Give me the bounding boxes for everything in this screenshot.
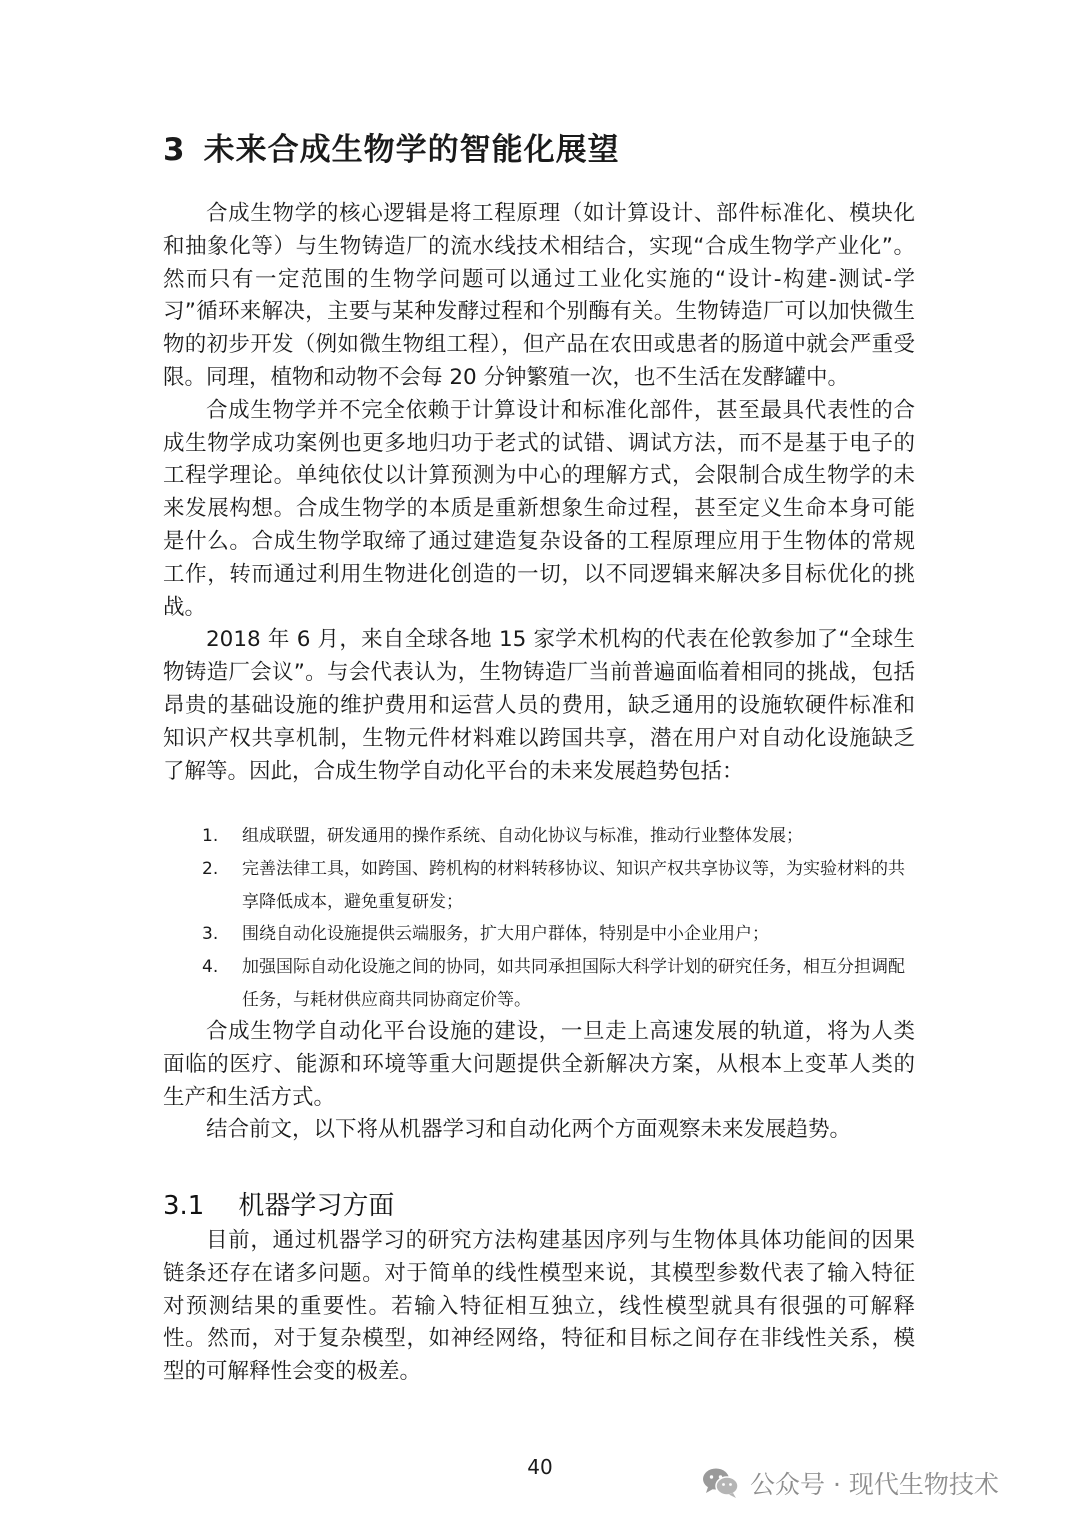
body-text-b [163, 1016, 915, 1147]
list-text: 加强国际自动化设施之间的协同，如共同承担国际大科学计划的研究任务，相互分担调配任务，与耗材供应商共同协商定价等。 [242, 957, 905, 1010]
paragraph: 2018 年 6 月，来自全球各地 15 家学术机构的代表在伦敦参加了“全球生物铸造厂会议”。与会代表认为，生物铸造厂当前普遍面临着相同的挑战，包括昂贵的基础设施的维护费用和运营人员的费用，缺乏通用的设施软硬件标准和知识产权共享机制，生物元件材料难以跨国共享，潜在用户对自动化设施缺乏了解等。因此，合成生物学自动化平台的未来发展趋势包括： [163, 627, 915, 784]
watermark-text: 公众号 · 现代生物技术 [750, 1470, 999, 1499]
list-number: 4. [202, 957, 219, 978]
subsection-heading [163, 1186, 394, 1226]
subsection-title: 机器学习方面 [238, 1191, 395, 1221]
paragraph: 合成生物学并不完全依赖于计算设计和标准化部件，甚至最具代表性的合成生物学成功案例也更多地归功于老式的试错、调试方法，而不是基于电子的工程学理论。单纯依仗以计算预测为中心的理解方式，会限制合成生物学的未来发展构想。合成生物学的本质是重新想象生命过程，甚至定义生命本身可能是什么。合成生物学取缔了通过建造复杂设备的工程原理应用于生物体的常规工作，转而通过利用生物进化创造的一切，以不同逻辑来解决多目标优化的挑战。 [163, 397, 915, 620]
list-text: 组成联盟，研发通用的操作系统、自动化协议与标准，推动行业整体发展； [242, 826, 803, 846]
page-number: 40 [527, 1455, 553, 1479]
paragraph: 合成生物学自动化平台设施的建设，一旦走上高速发展的轨道，将为人类面临的医疗、能源和环境等重大问题提供全新解决方案，从根本上变革人类的生产和生活方式。 [163, 1019, 915, 1110]
list-number: 2. [202, 858, 219, 879]
list-item [200, 820, 920, 853]
section-number: 3 [163, 132, 186, 168]
body-text-c [163, 1225, 915, 1389]
subsection-number: 3.1 [163, 1191, 205, 1221]
paragraph: 结合前文，以下将从机器学习和自动化两个方面观察未来发展趋势。 [206, 1117, 852, 1143]
section-heading [163, 128, 620, 172]
trend-list [200, 820, 920, 1017]
body-text-a [163, 198, 915, 788]
paragraph: 合成生物学的核心逻辑是将工程原理（如计算设计、部件标准化、模块化和抽象化等）与生物铸造厂的流水线技术相结合，实现“合成生物学产业化”。然而只有一定范围的生物学问题可以通过工业化实施的“设计-构建-测试-学习”循环来解决，主要与某种发酵过程和个别酶有关。生物铸造厂可以加快微生物的初步开发（例如微生物组工程），但产品在农田或患者的肠道中就会严重受限。同理，植物和动物不会每 20 分钟繁殖一次，也不生活在发酵罐中。 [163, 201, 915, 390]
list-item [200, 853, 920, 919]
section-title: 未来合成生物学的智能化展望 [203, 132, 620, 168]
paragraph: 目前，通过机器学习的研究方法构建基因序列与生物体具体功能间的因果链条还存在诸多问题。对于简单的线性模型来说，其模型参数代表了输入特征对预测结果的重要性。若输入特征相互独立，线性模型就具有很强的可解释性。然而，对于复杂模型，如神经网络，特征和目标之间存在非线性关系，模型的可解释性会变的极差。 [163, 1228, 915, 1385]
watermark [702, 1461, 999, 1505]
list-item [200, 918, 920, 951]
list-item [200, 951, 920, 1017]
wechat-icon [702, 1467, 740, 1499]
list-number: 1. [202, 826, 219, 846]
list-text: 围绕自动化设施提供云端服务，扩大用户群体，特别是中小企业用户； [242, 924, 769, 945]
list-number: 3. [202, 924, 219, 945]
list-text: 完善法律工具，如跨国、跨机构的材料转移协议、知识产权共享协议等，为实验材料的共享降低成本，避免重复研发； [242, 858, 905, 912]
